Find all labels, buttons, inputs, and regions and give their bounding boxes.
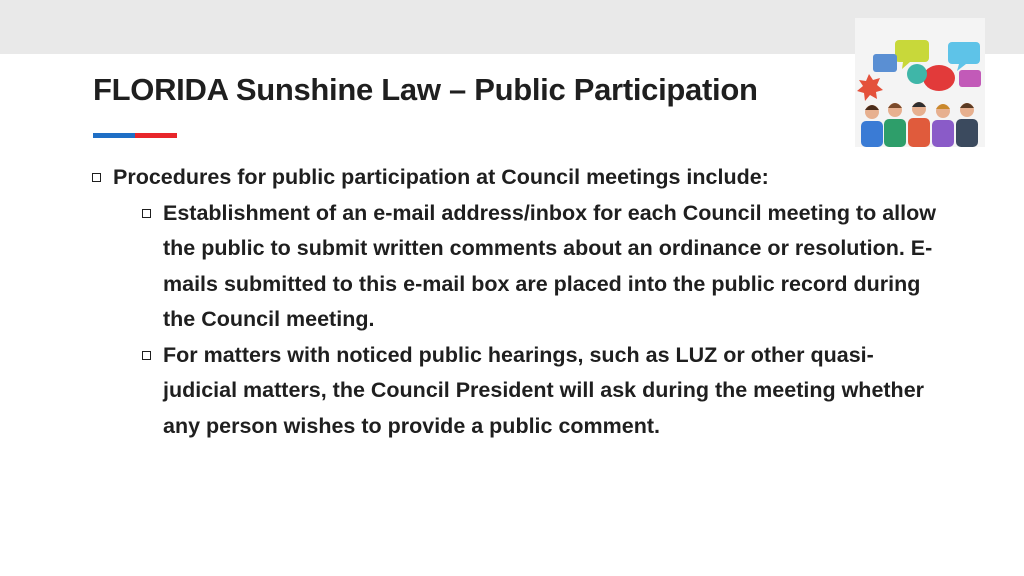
square-bullet-icon xyxy=(92,173,101,182)
title-accent-bar xyxy=(93,133,177,138)
sub-bullet-text: For matters with noticed public hearings, such as LUZ or other quasi-judicial matters, the Council President will ask during the meeting whether any person wishes to provide a public comment. xyxy=(163,342,925,438)
sub-bullet-item xyxy=(142,196,952,338)
sub-bullet-item xyxy=(142,338,952,445)
sub-bullet-text: Establishment of an e-mail address/inbox for each Council meeting to allow the public to submit written comments about an ordinance or resolution. E-mails submitted to this e-mail box are placed into the public record during the Council meeting. xyxy=(163,200,936,331)
main-bullet-text: Procedures for public participation at Council meetings include: xyxy=(113,165,769,189)
slide-body xyxy=(92,160,952,444)
accent-red-segment xyxy=(135,133,177,138)
slide-title: FLORIDA Sunshine Law – Public Participation xyxy=(93,72,758,107)
square-bullet-icon xyxy=(142,351,151,360)
main-bullet-item xyxy=(92,160,952,196)
square-bullet-icon xyxy=(142,209,151,218)
accent-blue-segment xyxy=(93,133,135,138)
people-speech-bubbles-icon xyxy=(855,18,985,147)
